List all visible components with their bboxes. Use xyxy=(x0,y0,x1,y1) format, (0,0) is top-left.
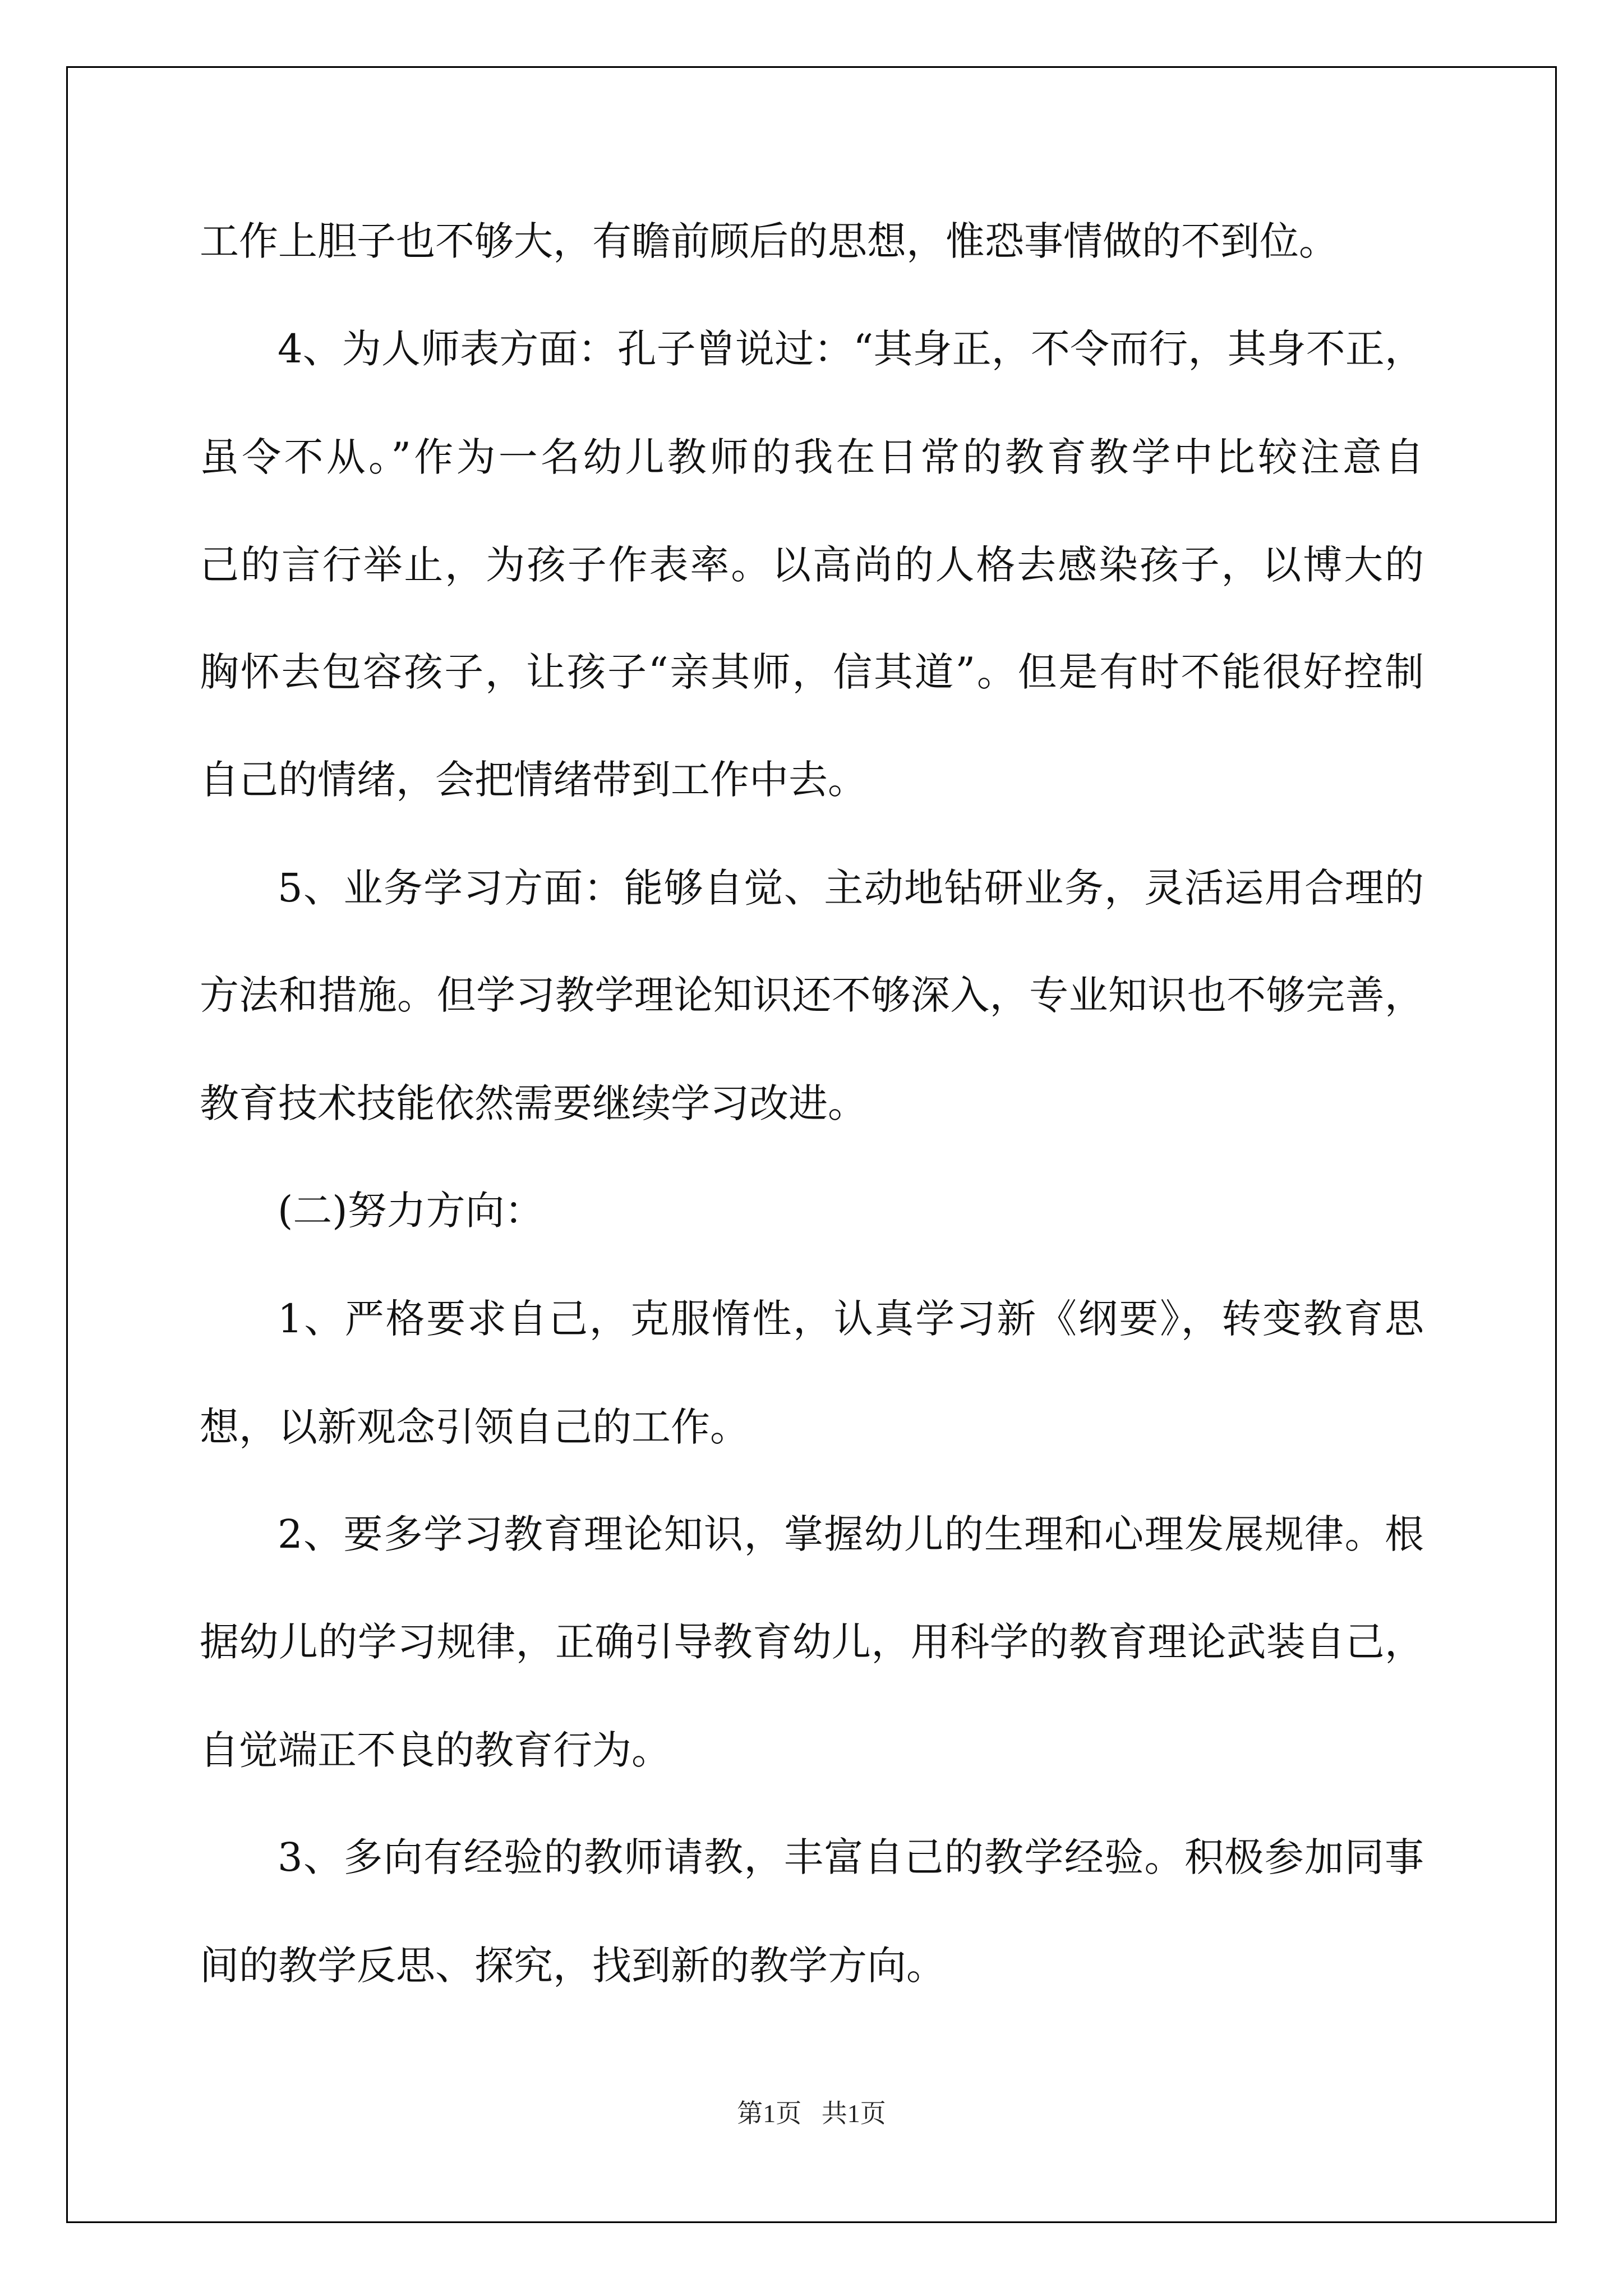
page-footer xyxy=(0,2097,1623,2131)
text-line: 工作上胆子也不够大，有瞻前顾后的思想，惟恐事情做的不到位。 xyxy=(200,218,1338,264)
section-heading: (二)努力方向： xyxy=(278,1188,544,1234)
text-line: 己的言行举止，为孩子作表率。以高尚的人格去感染孩子，以博大的 xyxy=(200,542,1424,588)
text-line: 间的教学反思、探究，找到新的教学方向。 xyxy=(200,1943,946,1989)
text-line: 方法和措施。但学习教学理论知识还不够深入，专业知识也不够完善， xyxy=(200,972,1424,1018)
text-line: 自己的情绪，会把情绪带到工作中去。 xyxy=(200,757,867,803)
text-line: 据幼儿的学习规律，正确引导教育幼儿，用科学的教育理论武装自己， xyxy=(200,1619,1424,1665)
text-line: 虽令不从。”作为一名幼儿教师的我在日常的教育教学中比较注意自 xyxy=(200,434,1424,480)
text-line: 自觉端正不良的教育行为。 xyxy=(200,1727,671,1773)
page-border xyxy=(66,66,1557,2223)
text-line: 胸怀去包容孩子，让孩子“亲其师，信其道”。但是有时不能很好控制 xyxy=(200,649,1424,695)
text-line: 教育技术技能依然需要继续学习改进。 xyxy=(200,1080,867,1126)
item-1-line-1: 1、严格要求自己，克服惰性，认真学习新《纲要》，转变教育思 xyxy=(278,1296,1424,1342)
paragraph-4-line-1: 4、为人师表方面：孔子曾说过：“其身正，不令而行，其身不正， xyxy=(278,326,1424,372)
page-number: 第1页 xyxy=(737,2099,802,2128)
item-2-line-1: 2、要多学习教育理论知识，掌握幼儿的生理和心理发展规律。根 xyxy=(278,1511,1424,1557)
item-3-line-1: 3、多向有经验的教师请教，丰富自己的教学经验。积极参加同事 xyxy=(278,1834,1424,1880)
paragraph-5-line-1: 5、业务学习方面：能够自觉、主动地钻研业务，灵活运用合理的 xyxy=(278,865,1424,911)
total-pages: 共1页 xyxy=(821,2099,886,2128)
text-line: 想，以新观念引领自己的工作。 xyxy=(200,1404,749,1450)
